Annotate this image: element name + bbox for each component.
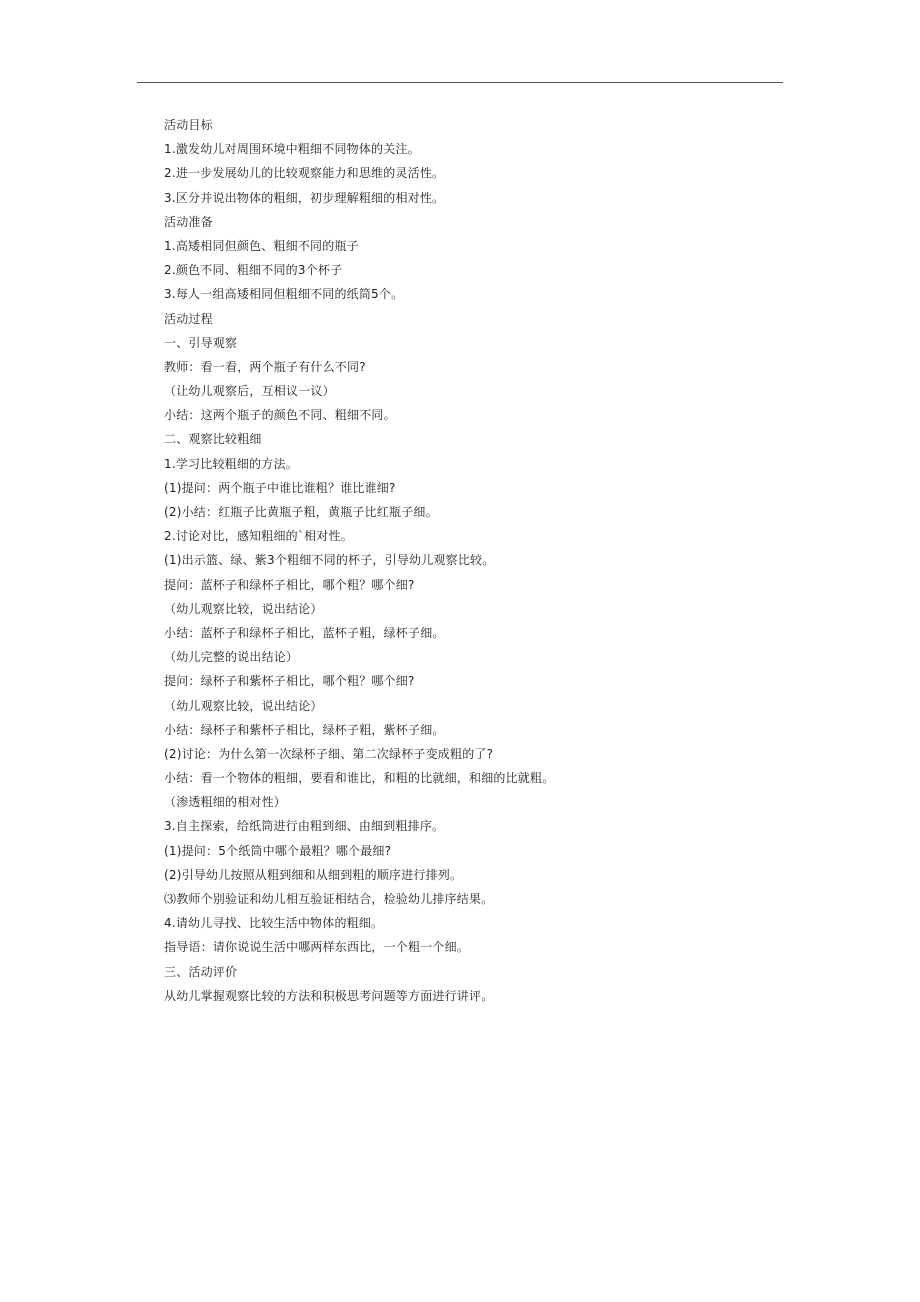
text-line: 3.自主探索，给纸筒进行由粗到细、由细到粗排序。 — [164, 819, 445, 834]
text-line: （幼儿观察比较，说出结论） — [164, 698, 323, 713]
text-line: (1)提问：两个瓶子中谁比谁粗？谁比谁细? — [164, 480, 396, 495]
section-heading-preparation: 活动准备 — [164, 214, 213, 229]
text-line: 指导语：请你说说生活中哪两样东西比，一个粗一个细。 — [164, 940, 470, 955]
text-line: 教师：看一看，两个瓶子有什么不同? — [164, 359, 366, 374]
text-line: 小结：绿杯子和紫杯子相比，绿杯子粗，紫杯子细。 — [164, 722, 445, 737]
preparation-item-3: 3.每人一组高矮相同但粗细不同的纸筒5个。 — [164, 287, 404, 302]
text-line: (2)小结：红瓶子比黄瓶子粗，黄瓶子比红瓶子细。 — [164, 505, 438, 519]
text-line: 提问：蓝杯子和绿杯子相比，哪个粗？哪个细? — [164, 577, 415, 592]
header-rule — [137, 82, 783, 83]
text-line: （幼儿完整的说出结论） — [164, 650, 299, 665]
preparation-item-1: 1.高矮相同但颜色、粗细不同的瓶子 — [164, 238, 359, 253]
text-line: 小结：蓝杯子和绿杯子相比，蓝杯子粗，绿杯子细。 — [164, 625, 445, 640]
subsection-heading-1: 一、引导观察 — [164, 335, 238, 350]
section-heading-goals: 活动目标 — [164, 118, 213, 132]
goal-item-1: 1.激发幼儿对周围环境中粗细不同物体的关注。 — [164, 142, 420, 157]
document-body — [164, 113, 784, 1008]
text-line: （渗透粗细的相对性） — [164, 795, 287, 810]
text-line: ⑶教师个别验证和幼儿相互验证相结合，检验幼儿排序结果。 — [164, 892, 494, 906]
text-line: 小结：这两个瓶子的颜色不同、粗细不同。 — [164, 408, 396, 423]
goal-item-3: 3.区分并说出物体的粗细，初步理解粗细的相对性。 — [164, 190, 445, 205]
text-line: （让幼儿观察后，互相议一议） — [164, 384, 335, 399]
text-line: (1)出示篮、绿、紫3个粗细不同的杯子，引导幼儿观察比较。 — [164, 553, 495, 568]
text-line: （幼儿观察比较，说出结论） — [164, 601, 323, 616]
goal-item-2: 2.进一步发展幼儿的比较观察能力和思维的灵活性。 — [164, 166, 445, 181]
subsection-heading-2: 二、观察比较粗细 — [164, 432, 262, 447]
section-heading-process: 活动过程 — [164, 311, 213, 326]
subsection-heading-3: 三、活动评价 — [164, 964, 238, 979]
text-line: 2.讨论对比，感知粗细的`相对性。 — [164, 529, 353, 544]
preparation-item-2: 2.颜色不同、粗细不同的3个杯子 — [164, 263, 343, 278]
text-line: (1)提问：5个纸筒中哪个最粗？哪个最细? — [164, 843, 392, 858]
text-line: 1.学习比较粗细的方法。 — [164, 456, 298, 471]
text-line: 小结：看一个物体的粗细，要看和谁比，和粗的比就细，和细的比就粗。 — [164, 771, 555, 786]
text-line: (2)讨论：为什么第一次绿杯子细、第二次绿杯子变成粗的了? — [164, 746, 494, 761]
text-line: 从幼儿掌握观察比较的方法和积极思考问题等方面进行讲评。 — [164, 988, 494, 1003]
text-line: 4.请幼儿寻找、比较生活中物体的粗细。 — [164, 916, 384, 931]
text-line: (2)引导幼儿按照从粗到细和从细到粗的顺序进行排列。 — [164, 867, 463, 882]
text-line: 提问：绿杯子和紫杯子相比，哪个粗？哪个细? — [164, 674, 415, 689]
